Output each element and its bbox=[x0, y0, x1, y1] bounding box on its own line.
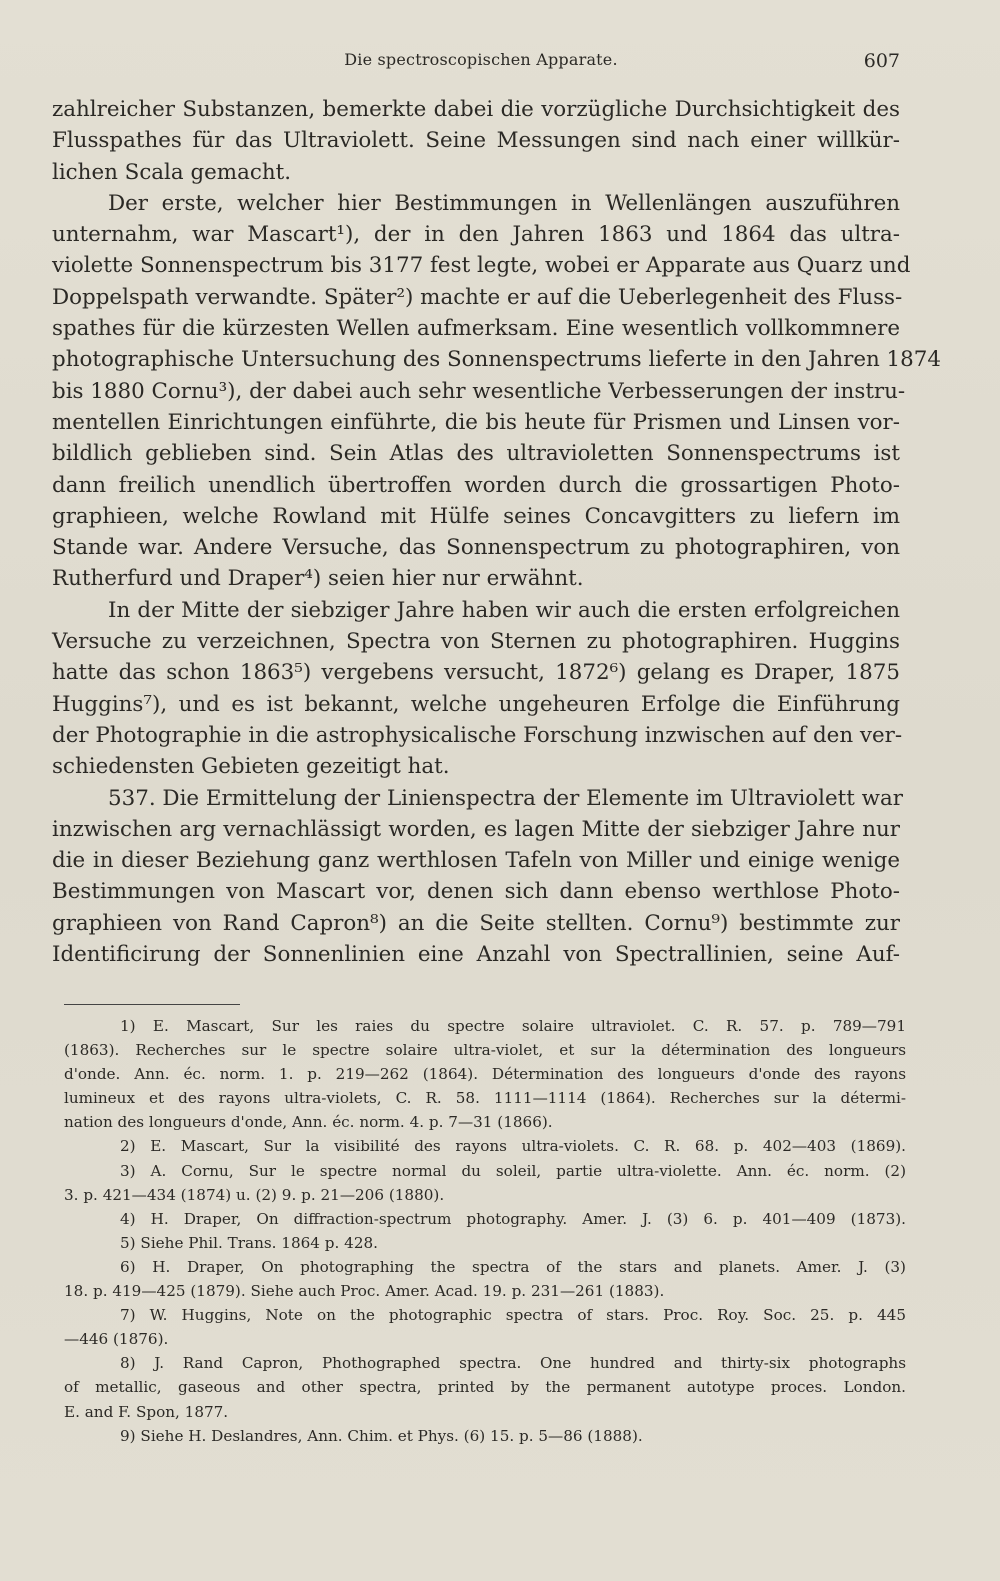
text-line: Bestimmungen von Mascart vor, denen sich dann ebenso werthlose Photo- bbox=[52, 879, 900, 905]
footnote-line: 18. p. 419—425 (1879). Siehe auch Proc. Amer. Acad. 19. p. 231—261 (1883). bbox=[64, 1282, 665, 1301]
footnote-line: 4) H. Draper, On diffraction-spectrum photography. Amer. J. (3) 6. p. 401—409 (1873). bbox=[120, 1209, 906, 1228]
footnote-line: d'onde. Ann. éc. norm. 1. p. 219—262 (1864). Détermination des longueurs d'onde des rayons bbox=[64, 1065, 906, 1084]
text-line: die in dieser Beziehung ganz werthlosen Tafeln von Miller und einige wenige bbox=[52, 848, 900, 874]
text-line: zahlreicher Substanzen, bemerkte dabei die vorzügliche Durchsichtigkeit des bbox=[52, 97, 900, 122]
footnote-line: nation des longueurs d'onde, Ann. éc. norm. 4. p. 7—31 (1866). bbox=[64, 1113, 553, 1132]
text-line: Identificirung der Sonnenlinien eine Anzahl von Spectrallinien, seine Auf- bbox=[52, 942, 900, 968]
footnote-line: E. and F. Spon, 1877. bbox=[64, 1402, 229, 1421]
footnote-line: 6) H. Draper, On photographing the spectra of the stars and planets. Amer. J. (3) bbox=[120, 1257, 906, 1276]
footnote-line: 3. p. 421—434 (1874) u. (2) 9. p. 21—206 (1880). bbox=[64, 1185, 445, 1204]
text-line: bildlich geblieben sind. Sein Atlas des ultravioletten Sonnenspectrums ist bbox=[52, 441, 900, 467]
text-line: bis 1880 Cornu³), der dabei auch sehr wesentliche Verbesserungen der instru- bbox=[52, 378, 906, 404]
main-text bbox=[52, 94, 941, 970]
running-title: Die spectroscopischen Apparate. bbox=[344, 50, 618, 69]
footnote-line: 5) Siehe Phil. Trans. 1864 p. 428. bbox=[120, 1233, 378, 1252]
footnote-line: (1863). Recherches sur le spectre solaire ultra-violet, et sur la détermination des longueurs bbox=[64, 1041, 906, 1060]
text-line: der Photographie in die astrophysicalische Forschung inzwischen auf den ver- bbox=[52, 722, 903, 748]
text-line: schiedensten Gebieten gezeitigt hat. bbox=[52, 754, 450, 780]
text-line: Doppelspath verwandte. Später²) machte er auf die Ueberlegenheit des Fluss- bbox=[52, 284, 903, 310]
text-line: lichen Scala gemacht. bbox=[52, 159, 291, 185]
text-line: Der erste, welcher hier Bestimmungen in Wellenlängen auszuführen bbox=[108, 190, 900, 216]
page-number: 607 bbox=[863, 50, 900, 72]
text-line: violette Sonnenspectrum bis 3177 fest legte, wobei er Apparate aus Quarz und bbox=[52, 253, 911, 279]
footnotes bbox=[64, 1014, 906, 1448]
footnote-line: 2) E. Mascart, Sur la visibilité des rayons ultra-violets. C. R. 68. p. 402—403 (1869). bbox=[120, 1137, 906, 1156]
text-line: photographische Untersuchung des Sonnenspectrums lieferte in den Jahren 1874 bbox=[52, 347, 941, 373]
text-line: Rutherfurd und Draper⁴) seien hier nur erwähnt. bbox=[52, 566, 584, 592]
section-537-line: 537. Die Ermittelung der Linienspectra der Elemente im Ultraviolett war bbox=[108, 785, 903, 811]
text-line: Huggins⁷), und es ist bekannt, welche ungeheuren Erfolge die Einführung bbox=[52, 691, 900, 717]
text-line: graphieen, welche Rowland mit Hülfe seines Concavgitters zu liefern im bbox=[52, 503, 900, 529]
footnote-line: 1) E. Mascart, Sur les raies du spectre solaire ultraviolet. C. R. 57. p. 789—791 bbox=[120, 1017, 906, 1035]
running-header bbox=[62, 50, 900, 76]
text-line: dann freilich unendlich übertroffen worden durch die grossartigen Photo- bbox=[52, 472, 900, 498]
text-line: inzwischen arg vernachlässigt worden, es lagen Mitte der siebziger Jahre nur bbox=[52, 816, 900, 842]
footnote-line: 9) Siehe H. Deslandres, Ann. Chim. et Phys. (6) 15. p. 5—86 (1888). bbox=[120, 1426, 643, 1445]
text-line: Flusspathes für das Ultraviolett. Seine Messungen sind nach einer willkür- bbox=[52, 128, 900, 154]
text-line: mentellen Einrichtungen einführte, die bis heute für Prismen und Linsen vor- bbox=[52, 409, 900, 435]
footnote-line: 3) A. Cornu, Sur le spectre normal du soleil, partie ultra-violette. Ann. éc. norm. (2) bbox=[120, 1161, 906, 1180]
text-line: Versuche zu verzeichnen, Spectra von Sternen zu photographiren. Huggins bbox=[52, 629, 900, 655]
text-line: In der Mitte der siebziger Jahre haben wir auch die ersten erfolgreichen bbox=[108, 597, 900, 623]
footnote-divider bbox=[64, 1004, 240, 1005]
text-line: Stande war. Andere Versuche, das Sonnenspectrum zu photographiren, von bbox=[52, 535, 900, 561]
footnote-line: 7) W. Huggins, Note on the photographic spectra of stars. Proc. Roy. Soc. 25. p. 445 bbox=[120, 1306, 906, 1325]
footnote-line: of metallic, gaseous and other spectra, printed by the permanent autotype proces. London. bbox=[64, 1378, 906, 1397]
text-line: spathes für die kürzesten Wellen aufmerksam. Eine wesentlich vollkommnere bbox=[52, 316, 900, 342]
footnote-line: —446 (1876). bbox=[64, 1330, 169, 1349]
text-line: hatte das schon 1863⁵) vergebens versucht, 1872⁶) gelang es Draper, 1875 bbox=[52, 660, 900, 686]
footnote-line: lumineux et des rayons ultra-violets, C. R. 58. 1111—1114 (1864). Recherches sur la détermi- bbox=[64, 1089, 906, 1108]
text-line: unternahm, war Mascart¹), der in den Jahren 1863 und 1864 das ultra- bbox=[52, 222, 900, 248]
text-line: graphieen von Rand Capron⁸) an die Seite stellten. Cornu⁹) bestimmte zur bbox=[52, 910, 900, 936]
footnote-line: 8) J. Rand Capron, Phothographed spectra. One hundred and thirty-six photographs bbox=[120, 1354, 906, 1373]
